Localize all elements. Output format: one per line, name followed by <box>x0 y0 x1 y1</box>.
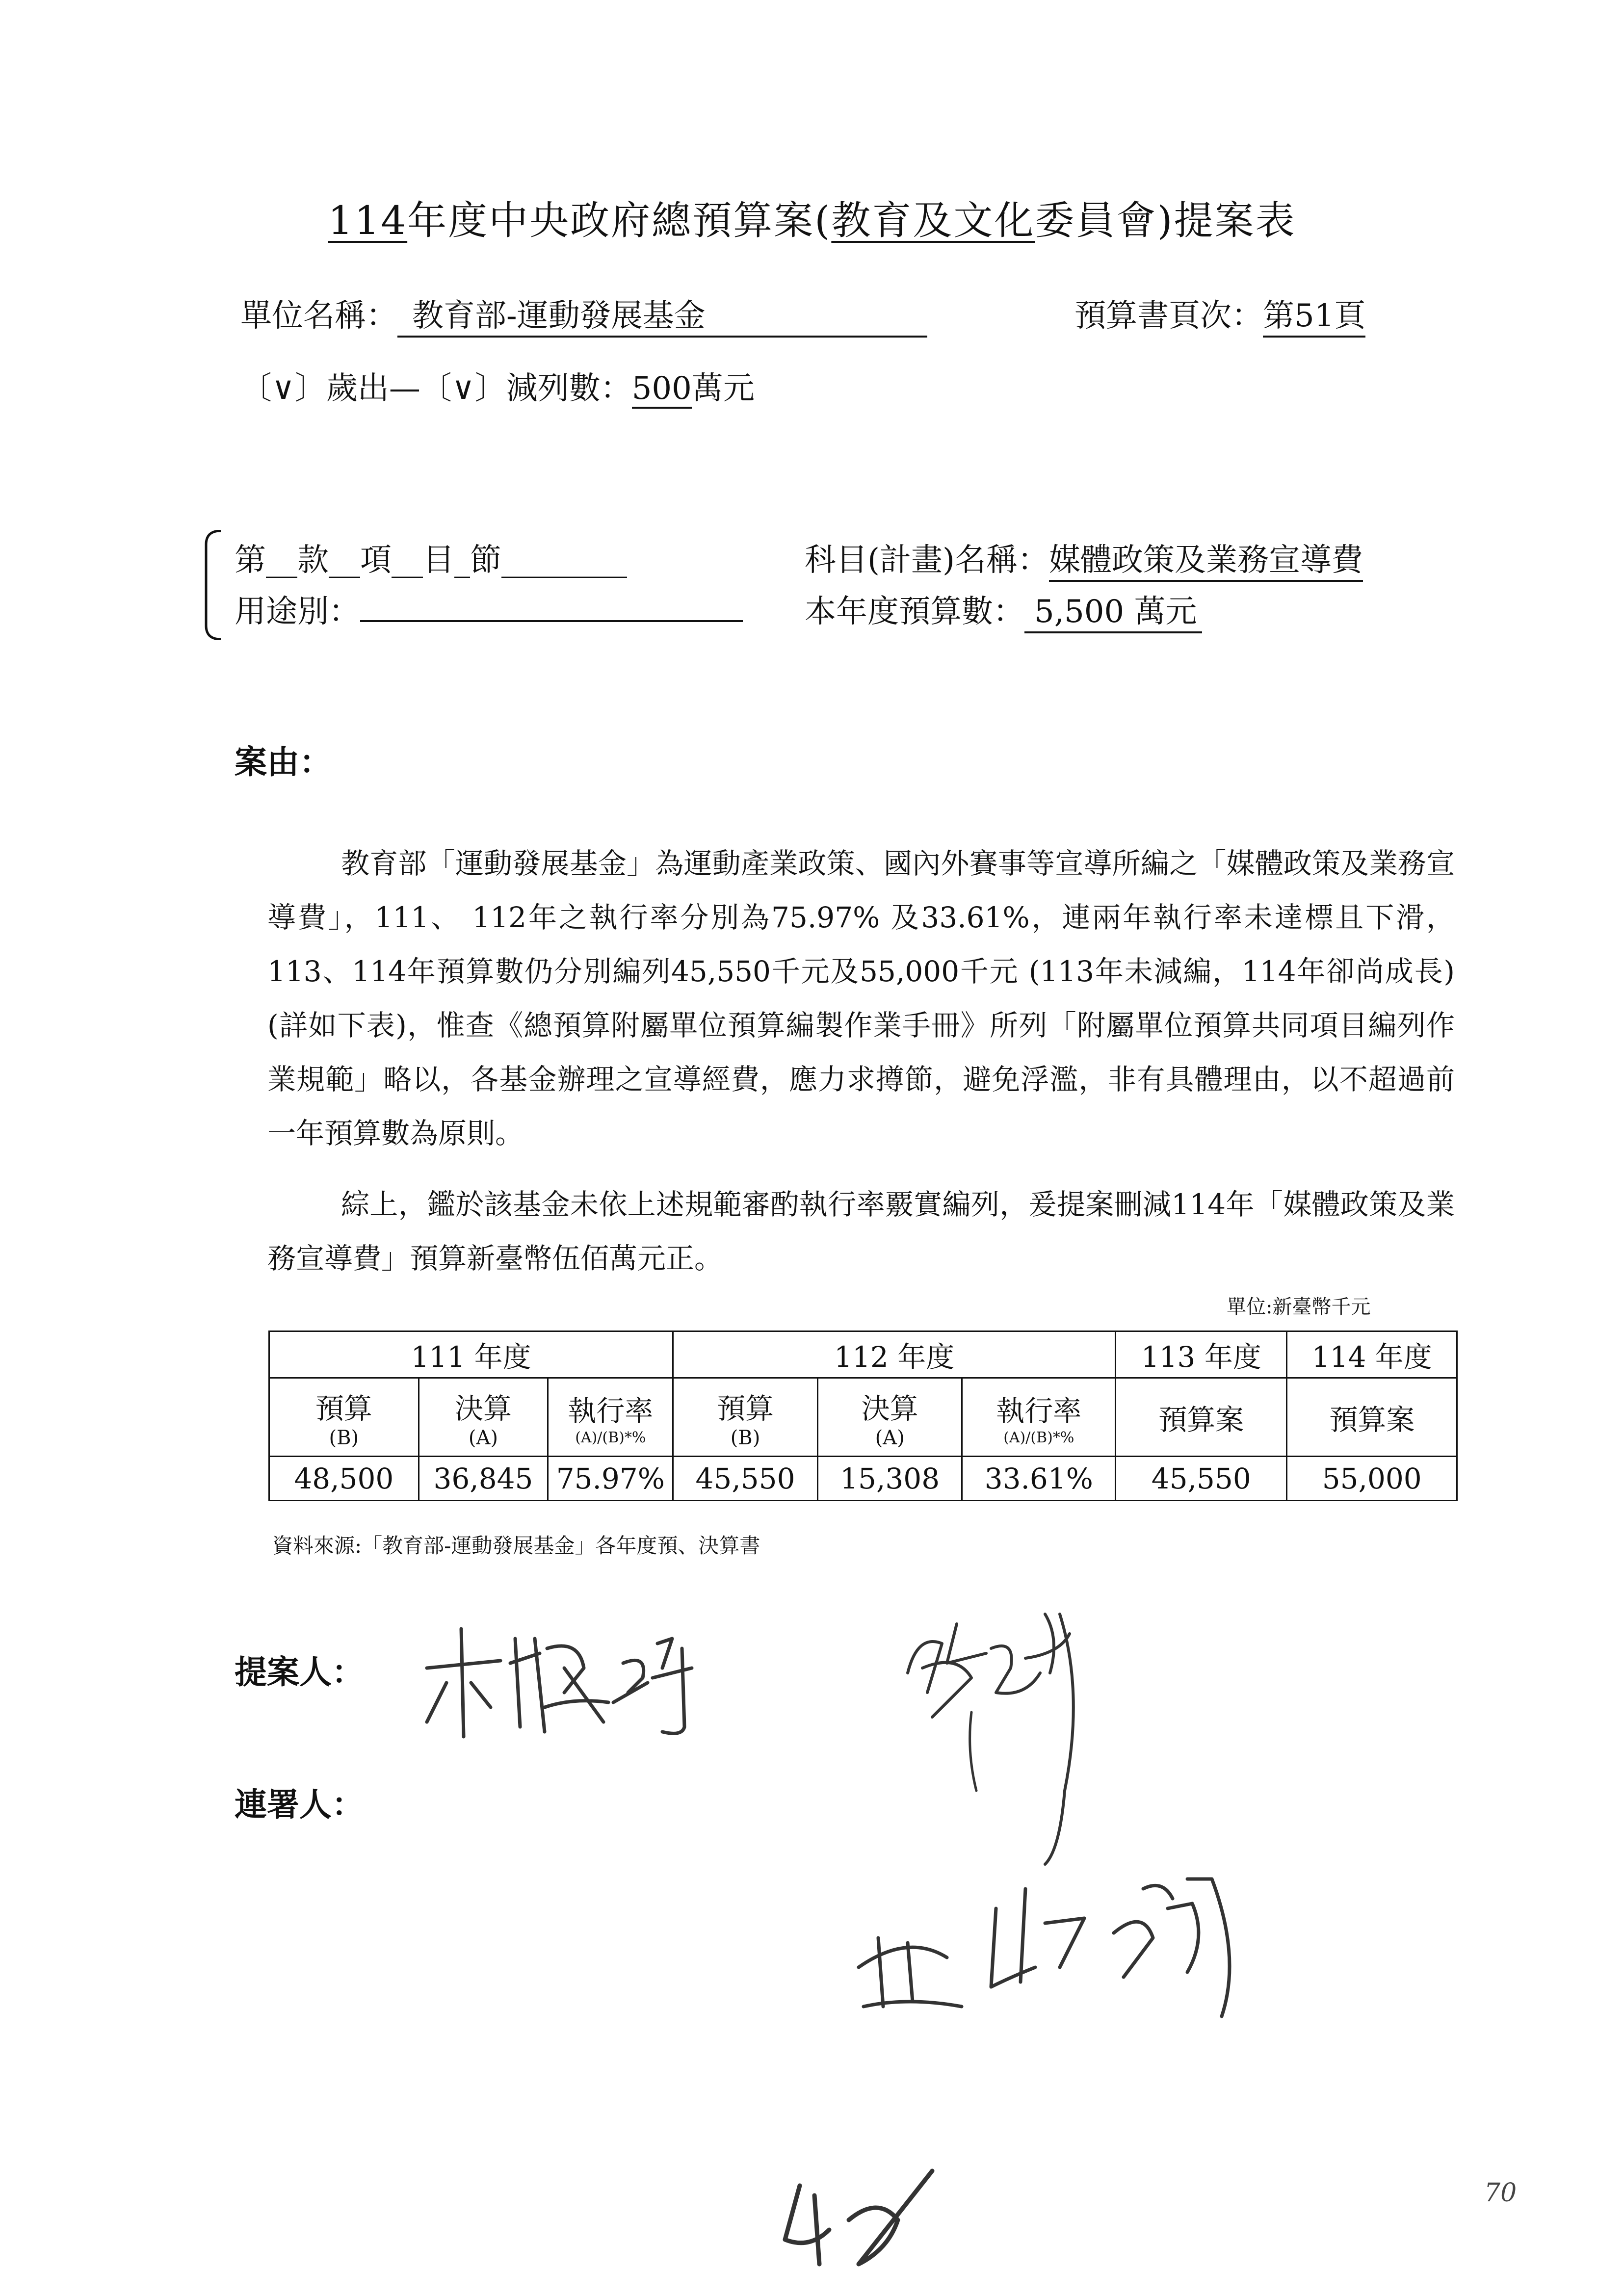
cosigner-signature-1 <box>898 1594 1124 1869</box>
year-header-112: 112 年度 <box>673 1331 1116 1378</box>
reason-heading: 案由： <box>235 743 332 781</box>
unit-name: 教育部-運動發展基金 <box>397 290 927 338</box>
col-header-name: 決算 <box>861 1391 918 1425</box>
usage-row <box>235 586 743 631</box>
col-header-sub: (B) <box>730 1426 760 1449</box>
year-header-114: 114 年度 <box>1287 1331 1457 1378</box>
table-cell: 33.61% <box>962 1457 1116 1501</box>
document-title <box>0 189 1624 245</box>
cosigner-label: 連署人： <box>235 1785 364 1824</box>
col-header <box>817 1378 962 1457</box>
col-header-sub: (A)/(B)*% <box>1003 1429 1074 1446</box>
reduction-label: 〔∨〕歲出—〔∨〕減列數： <box>240 370 632 407</box>
col-header-sub: (A) <box>875 1426 905 1449</box>
table-cell: 55,000 <box>1287 1457 1457 1501</box>
reduction-unit: 萬元 <box>691 370 755 407</box>
title-mid: 年度中央政府總預算案( <box>407 198 832 243</box>
unit-label: 單位名稱： <box>240 298 397 334</box>
unit-row <box>240 290 927 338</box>
page-ref <box>1074 290 1365 338</box>
reason-paragraph-2: 綜上，鑑於該基金未依上述規範審酌執行率覈實編列，爰提案刪減114年「媒體政策及業務宣導費」預算新臺幣伍佰萬元正。 <box>267 1188 1455 1275</box>
title-end: 委員會)提案表 <box>1035 198 1296 243</box>
col-header <box>419 1378 548 1457</box>
col-header-sub: (A)/(B)*% <box>575 1429 646 1446</box>
col-header <box>1116 1378 1287 1457</box>
year-header-111: 111 年度 <box>269 1331 673 1378</box>
proposer-label: 提案人： <box>235 1653 364 1691</box>
handwritten-number <box>800 2188 887 2268</box>
budget-value: 5,500 萬元 <box>1024 586 1202 633</box>
reason-paragraph-1: 教育部「運動發展基金」為運動產業政策、國內外賽事等宣導所編之「媒體政策及業務宣導費」，111、 112年之執行率分別為75.97% 及33.61%，連兩年執行率未達標且下滑，113、114年預算數仍分別編列45,550千元及55,000千元 (113年未減編，114年卻尚成長) (詳如下表)，惟查《總預算附屬單位預算編製作業手冊》所列「附屬單位預算共同項目編列作業規範」略以，各基金辦理之宣導經費，應力求撙節，避免浮濫，非有具體理由，以不超過前一年預算數為原則。 <box>267 847 1455 1150</box>
title-committee: 教育及文化 <box>831 198 1035 243</box>
page-label: 預算書頁次： <box>1074 298 1263 334</box>
col-header <box>962 1378 1116 1457</box>
table-unit-note: 單位:新臺幣千元 <box>1227 1296 1371 1318</box>
table-cell: 15,308 <box>817 1457 962 1501</box>
col-header-name: 預算 <box>717 1391 774 1425</box>
budget-label: 本年度預算數： <box>805 594 1024 630</box>
budget-row <box>805 586 1202 633</box>
reduction-amount: 500 <box>632 370 692 409</box>
title-year: 114 <box>328 198 408 243</box>
subject-name: 媒體政策及業務宣導費 <box>1049 535 1363 582</box>
budget-table <box>268 1331 1458 1501</box>
subject-label: 科目(計畫)名稱： <box>805 542 1049 578</box>
page-mark: 70 <box>1484 2178 1517 2208</box>
classification-line1: 第__款__項__目_節________ <box>235 542 627 578</box>
col-header <box>673 1378 818 1457</box>
table-cell: 45,550 <box>673 1457 818 1501</box>
bracket-mark <box>202 530 222 640</box>
col-header <box>269 1378 419 1457</box>
table-cell: 36,845 <box>419 1457 548 1501</box>
col-header-name: 預算案 <box>1158 1403 1244 1436</box>
col-header-sub: (A) <box>468 1426 498 1449</box>
cosigner-signature-2 <box>849 1859 1251 2026</box>
reduction-row <box>240 363 755 409</box>
proposer-signature <box>417 1609 760 1756</box>
table-source: 資料來源:「教育部-運動發展基金」各年度預、決算書 <box>272 1534 760 1558</box>
col-header-name: 預算案 <box>1329 1403 1415 1436</box>
col-header-name: 預算 <box>315 1391 372 1425</box>
col-header-sub: (B) <box>329 1426 359 1449</box>
col-header-name: 執行率 <box>996 1394 1082 1428</box>
table-cell: 45,550 <box>1116 1457 1287 1501</box>
table-cell: 75.97% <box>548 1457 673 1501</box>
col-header-name: 執行率 <box>568 1394 654 1428</box>
subject-row <box>805 535 1363 582</box>
year-header-113: 113 年度 <box>1116 1331 1287 1378</box>
col-header <box>548 1378 673 1457</box>
table-cell: 48,500 <box>269 1457 419 1501</box>
page-value: 第51頁 <box>1263 290 1365 338</box>
usage-label: 用途別： <box>235 594 360 630</box>
col-header <box>1287 1378 1457 1457</box>
col-header-name: 決算 <box>454 1391 512 1425</box>
usage-blank <box>360 590 743 622</box>
